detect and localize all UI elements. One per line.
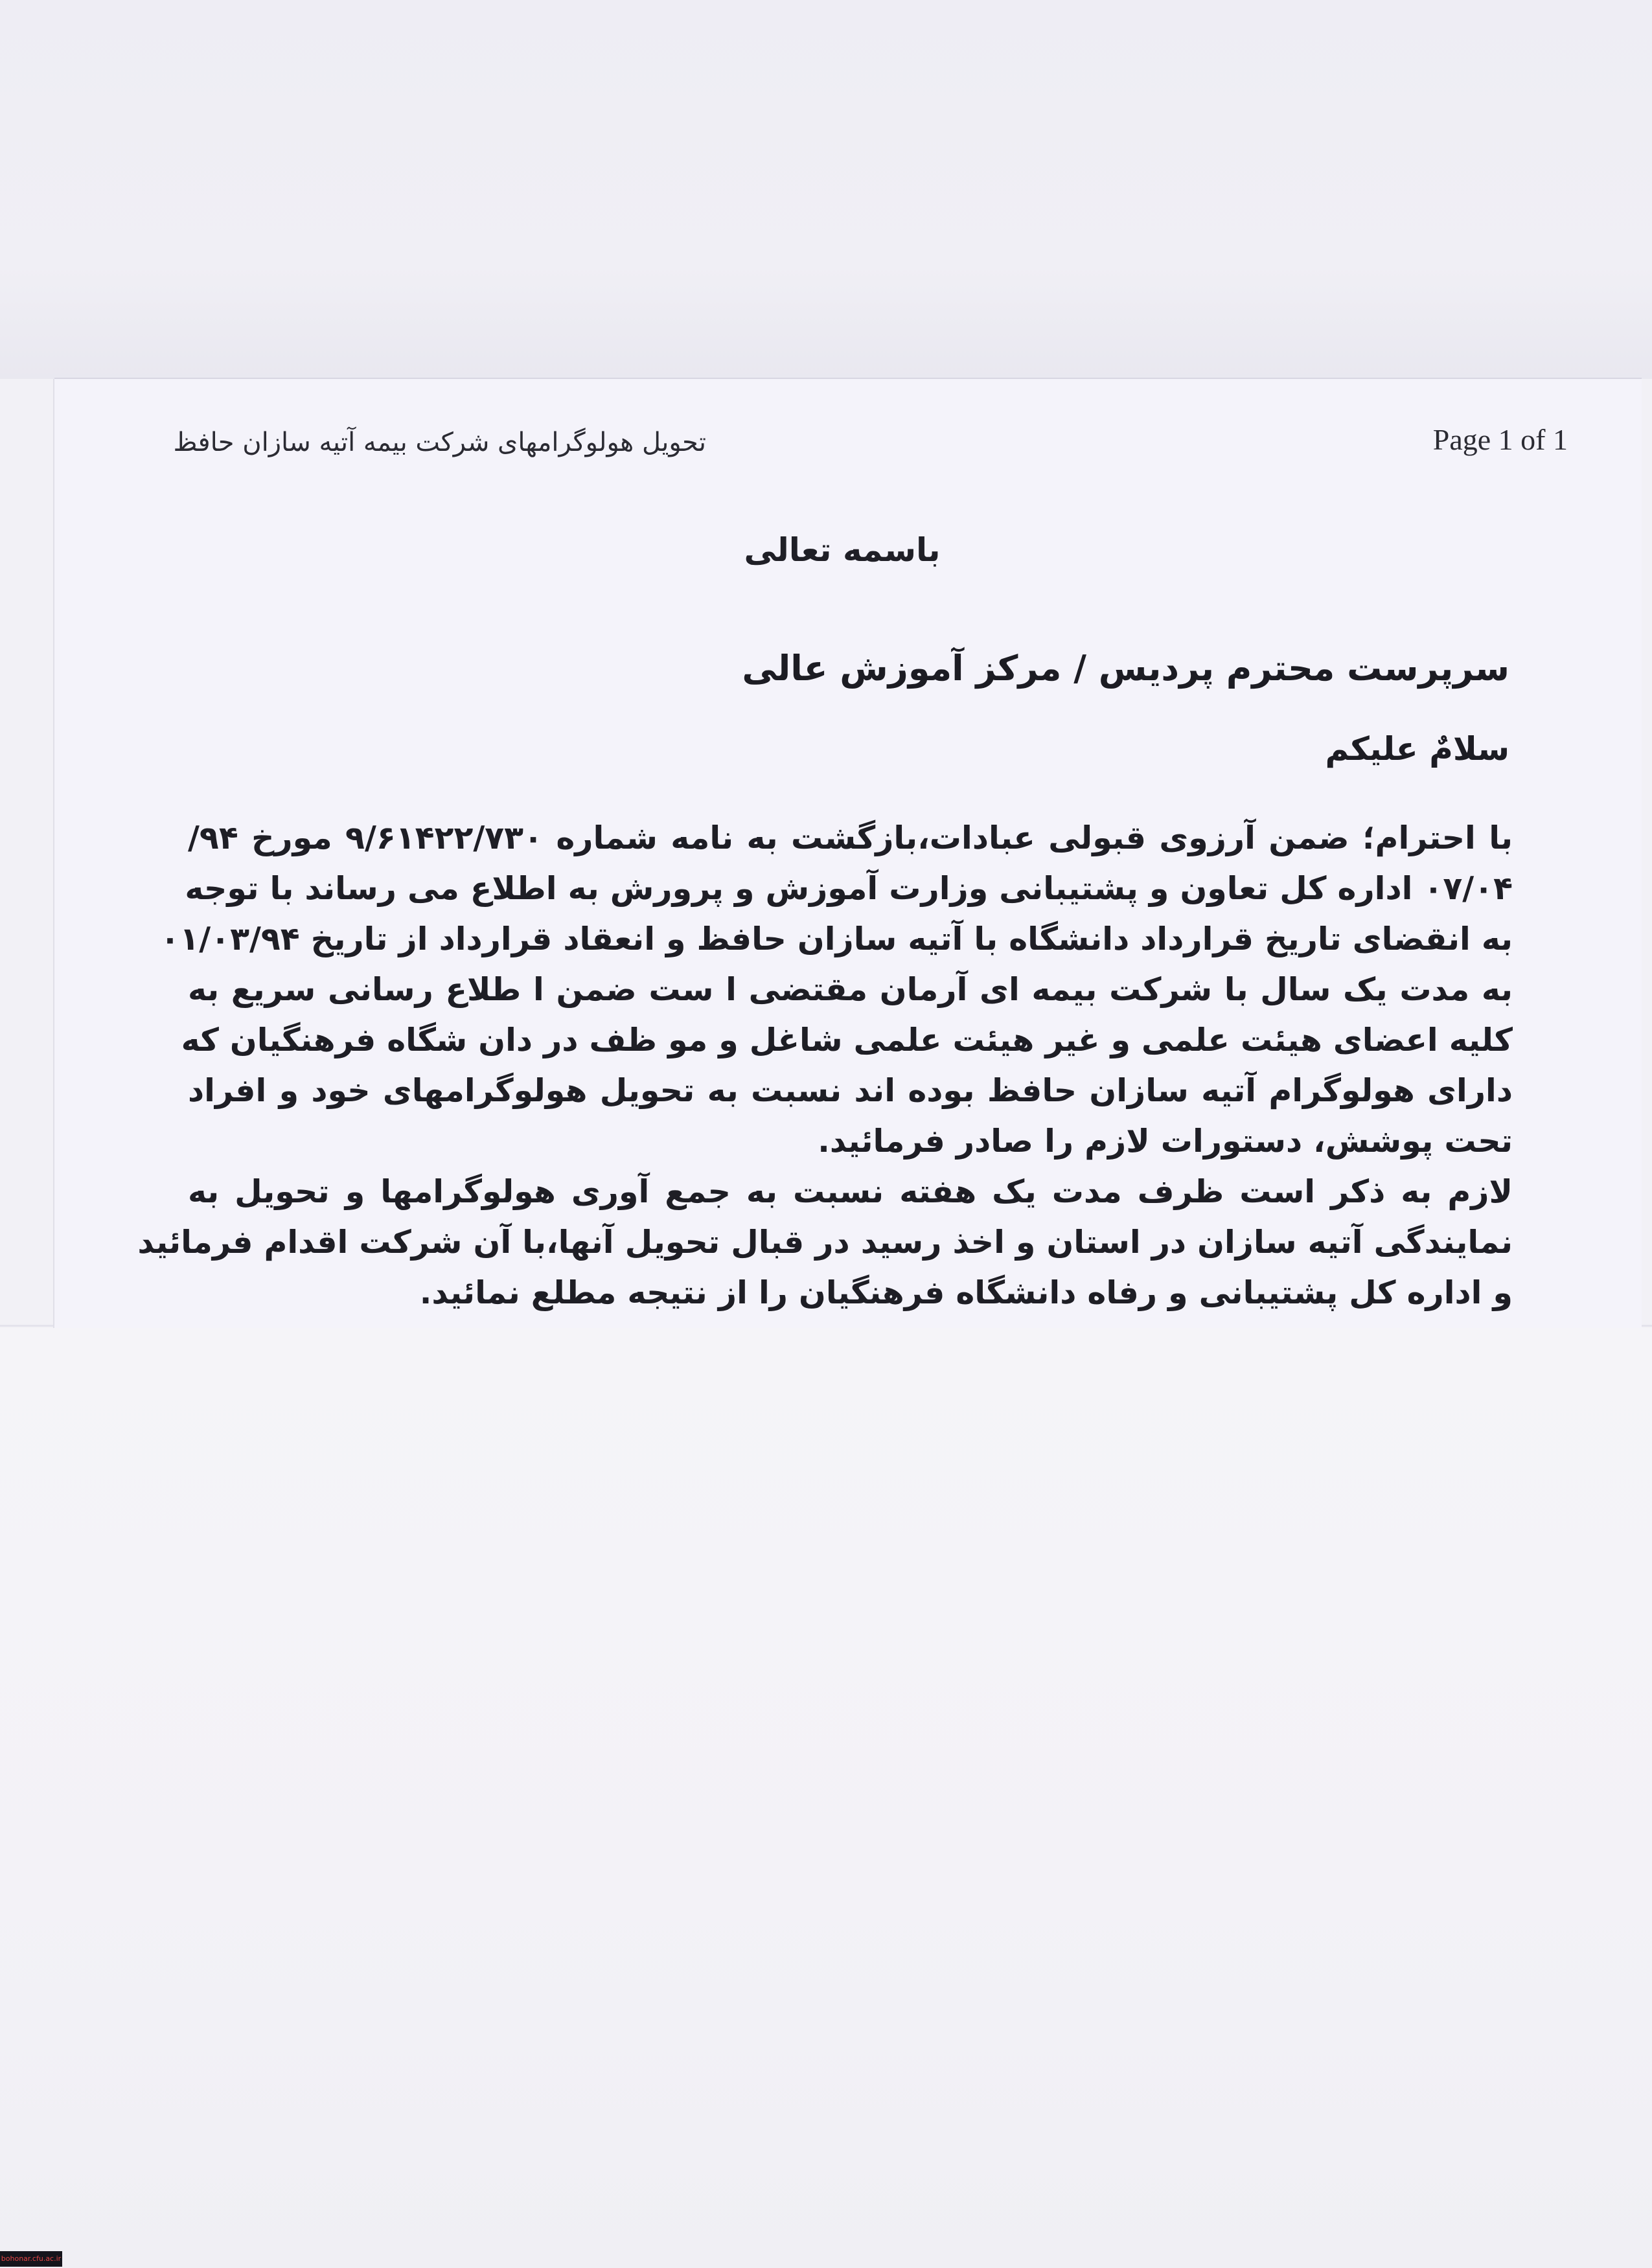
site-watermark: bohonar.cfu.ac.ir: [0, 2251, 62, 2267]
addressee-line: سرپرست محترم پردیس / مرکز آموزش عالی: [742, 648, 1509, 689]
header-subject: تحویل هولوگرامهای شرکت بیمه آتیه سازان حافظ: [173, 428, 706, 457]
body-line: ۰۷/۰۴ اداره کل تعاون و پشتیبانی وزارت آموزش و پرورش به اطلاع می رساند با توجه: [185, 870, 1513, 907]
body-line: دارای هولوگرام آتیه سازان حافظ بوده اند نسبت به تحویل هولوگرامهای خود و افراد: [188, 1072, 1513, 1109]
body-line: به انقضای تاریخ قرارداد دانشگاه با آتیه سازان حافظ و انعقاد قرارداد از تاریخ ۰۱/۰۳/۹۴: [160, 921, 1513, 957]
scanner-background-top: [0, 0, 1652, 379]
body-line: کلیه اعضای هیئت علمی و غیر هیئت علمی شاغل و مو ظف در دان شگاه فرهنگیان که: [181, 1022, 1513, 1059]
letter-body: [137, 813, 1513, 1318]
scanner-background-bottom: [0, 1328, 1652, 2268]
body-line: نمایندگی آتیه سازان در استان و اخذ رسید در قبال تحویل آنها،با آن شرکت اقدام فرمائید: [137, 1224, 1513, 1261]
body-line: لازم به ذکر است ظرف مدت یک هفته نسبت به جمع آوری هولوگرامها و تحویل به: [188, 1173, 1513, 1210]
page-indicator: Page 1 of 1: [1432, 423, 1568, 456]
body-line: و اداره کل پشتیبانی و رفاه دانشگاه فرهنگیان را از نتیجه مطلع نمائید.: [419, 1274, 1513, 1311]
greeting-line: سلامٌ علیکم: [1325, 730, 1509, 768]
body-line: به مدت یک سال با شرکت بیمه ای آرمان مقتضی ا ست ضمن ا طلاع رسانی سریع به: [188, 971, 1513, 1008]
invocation-heading: باسمه تعالی: [744, 531, 941, 569]
body-line: تحت پوشش، دستورات لازم را صادر فرمائید.: [818, 1123, 1513, 1160]
body-line: با احترام؛ ضمن آرزوی قبولی عبادات،بازگشت به نامه شماره ۹/۶۱۴۲۲/۷۳۰ مورخ ۹۴/: [188, 819, 1513, 856]
